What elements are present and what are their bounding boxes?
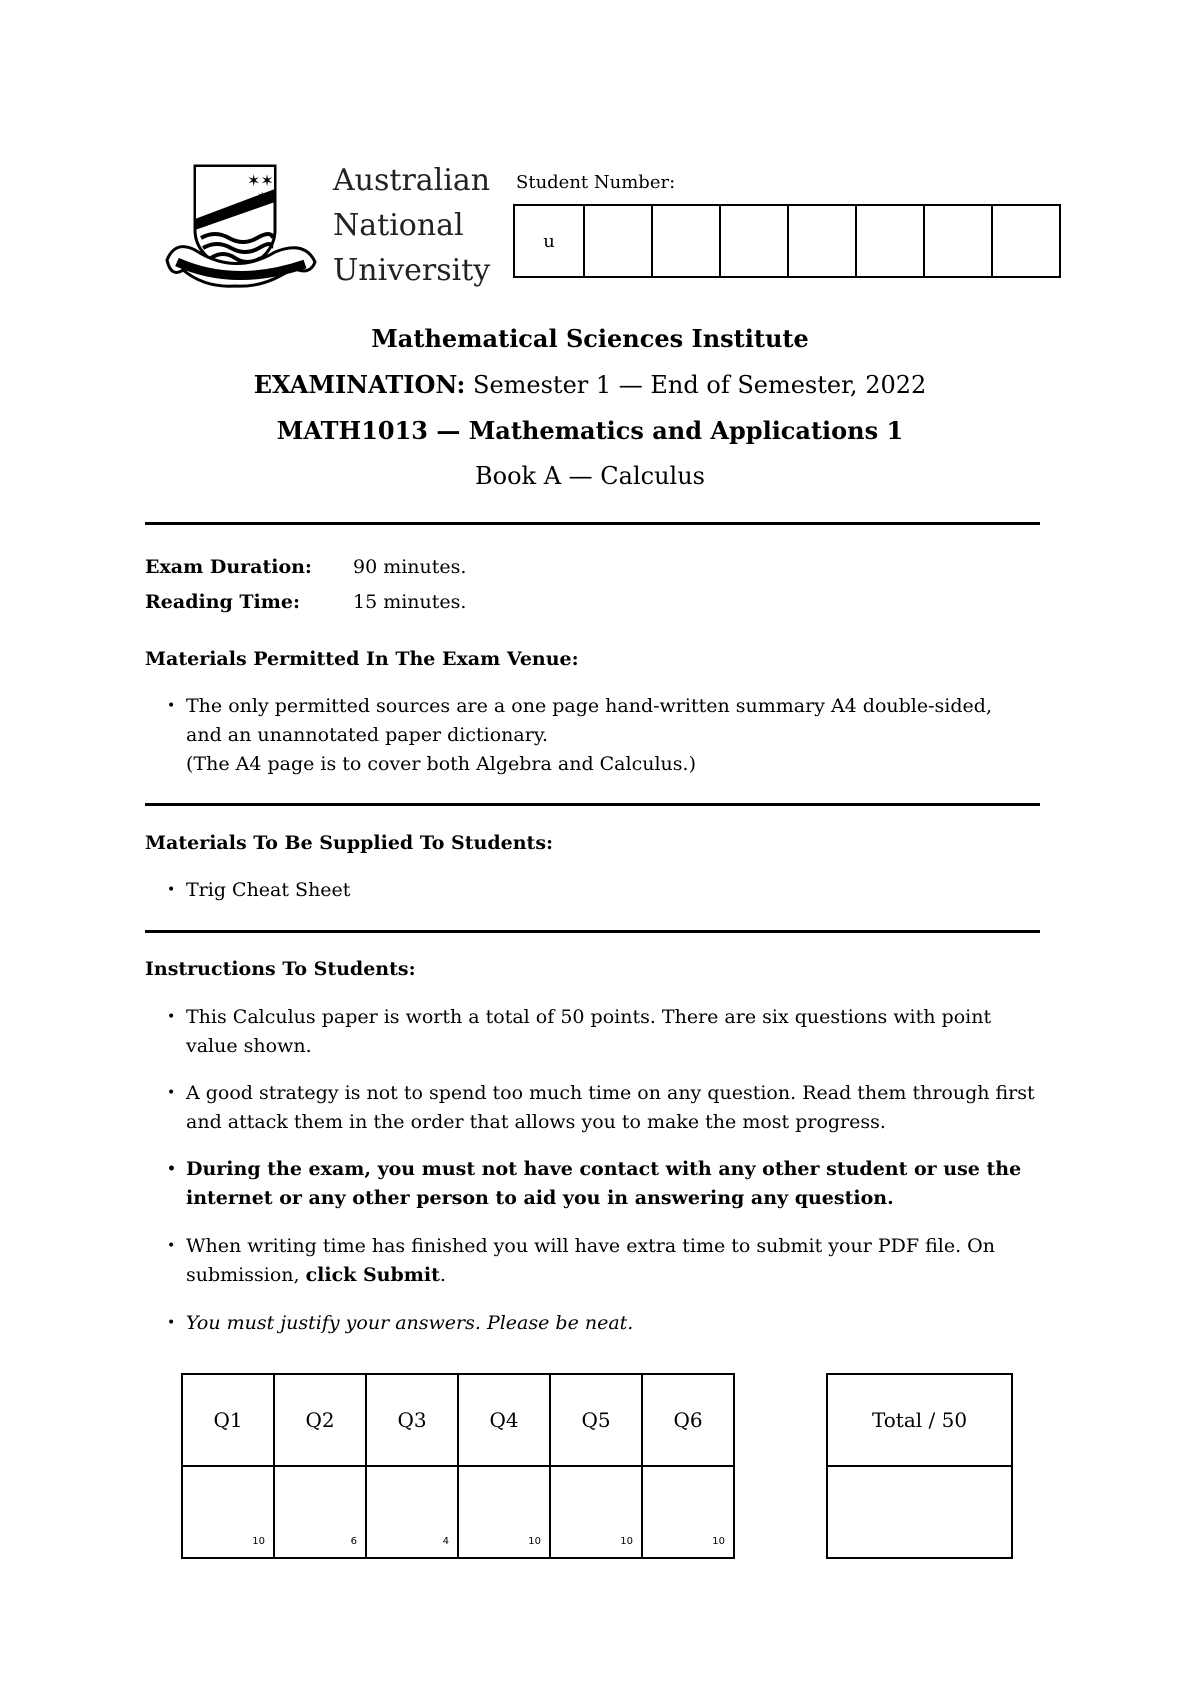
question-points: 10 [528, 1536, 541, 1547]
score-cell[interactable] [642, 1466, 734, 1558]
score-cell[interactable] [458, 1466, 550, 1558]
divider [145, 803, 1040, 806]
materials-supplied-item: • Trig Cheat Sheet [186, 876, 1046, 905]
question-points: 10 [712, 1536, 725, 1547]
student-number-prefix: u [543, 230, 555, 252]
student-number-boxes[interactable] [513, 204, 1061, 278]
question-label: Q6 [642, 1374, 734, 1466]
instruction-item [186, 1232, 1046, 1290]
question-label: Q4 [458, 1374, 550, 1466]
svg-text:✶: ✶ [257, 189, 268, 203]
total-label: Total / 50 [827, 1374, 1012, 1466]
question-label-row [182, 1374, 734, 1466]
materials-permitted-line-1: • The only permitted sources are a one page hand-written summary A4 double-sided, [186, 695, 992, 717]
question-label: Q2 [274, 1374, 366, 1466]
university-name [333, 158, 490, 293]
score-table [181, 1373, 735, 1559]
question-points: 6 [350, 1536, 357, 1547]
svg-text:✶✶: ✶✶ [247, 171, 274, 190]
question-label: Q3 [366, 1374, 458, 1466]
university-line-2: National [333, 208, 464, 243]
student-number-digit[interactable] [991, 206, 1059, 276]
student-number-digit[interactable] [855, 206, 923, 276]
exam-line [0, 370, 1180, 399]
student-number-digit[interactable] [923, 206, 991, 276]
instruction-item: • You must justify your answers. Please be neat. [186, 1309, 1046, 1338]
exam-value: Semester 1 — End of Semester, 2022 [473, 371, 927, 399]
course-title: MATH1013 — Mathematics and Applications 1 [276, 416, 904, 445]
divider [145, 522, 1040, 525]
university-line-3: University [333, 253, 491, 288]
student-number-label: Student Number: [516, 172, 676, 193]
student-number-digit[interactable] [583, 206, 651, 276]
duration-label: Exam Duration: [145, 556, 312, 578]
score-entry-row [182, 1466, 734, 1558]
score-cell[interactable] [550, 1466, 642, 1558]
instruction-text: When writing time has finished you will have extra time to submit your PDF file. On submission, [186, 1235, 995, 1286]
materials-permitted-line-2: and an unannotated paper dictionary. [186, 724, 549, 746]
instructions-heading: Instructions To Students: [145, 958, 416, 980]
university-line-1: Australian [333, 163, 491, 198]
question-label: Q1 [182, 1374, 274, 1466]
instruction-emphasis: click Submit [305, 1264, 440, 1286]
anu-crest-logo [165, 160, 320, 290]
score-cell[interactable] [274, 1466, 366, 1558]
score-cell[interactable] [366, 1466, 458, 1558]
instruction-item: • This Calculus paper is worth a total of 50 points. There are six questions with point value shown. [186, 1003, 1046, 1061]
question-points: 4 [442, 1536, 449, 1547]
materials-supplied-heading: Materials To Be Supplied To Students: [145, 832, 554, 854]
total-table [826, 1373, 1013, 1559]
materials-permitted-item [186, 692, 1046, 779]
student-number-digit[interactable] [651, 206, 719, 276]
question-points: 10 [252, 1536, 265, 1547]
book-title: Book A — Calculus [475, 462, 705, 490]
institute-title: Mathematical Sciences Institute [371, 324, 809, 353]
materials-permitted-line-3: (The A4 page is to cover both Algebra and Calculus.) [186, 753, 696, 775]
materials-permitted-heading: Materials Permitted In The Exam Venue: [145, 648, 579, 670]
reading-time-value: 15 minutes. [353, 591, 467, 613]
reading-time-label: Reading Time: [145, 591, 300, 613]
question-points: 10 [620, 1536, 633, 1547]
score-cell[interactable] [182, 1466, 274, 1558]
divider [145, 930, 1040, 933]
duration-value: 90 minutes. [353, 556, 467, 578]
instruction-item: • During the exam, you must not have contact with any other student or use the internet or any other person to aid you in answering any question. [186, 1155, 1046, 1213]
exam-label: EXAMINATION: [253, 370, 466, 399]
student-number-digit[interactable] [787, 206, 855, 276]
question-label: Q5 [550, 1374, 642, 1466]
instruction-end: . [439, 1264, 446, 1286]
student-number-digit[interactable] [719, 206, 787, 276]
instruction-item: • A good strategy is not to spend too much time on any question. Read them through first and attack them in the order that allows you to make the most progress. [186, 1079, 1046, 1137]
total-score-cell[interactable] [827, 1466, 1012, 1558]
